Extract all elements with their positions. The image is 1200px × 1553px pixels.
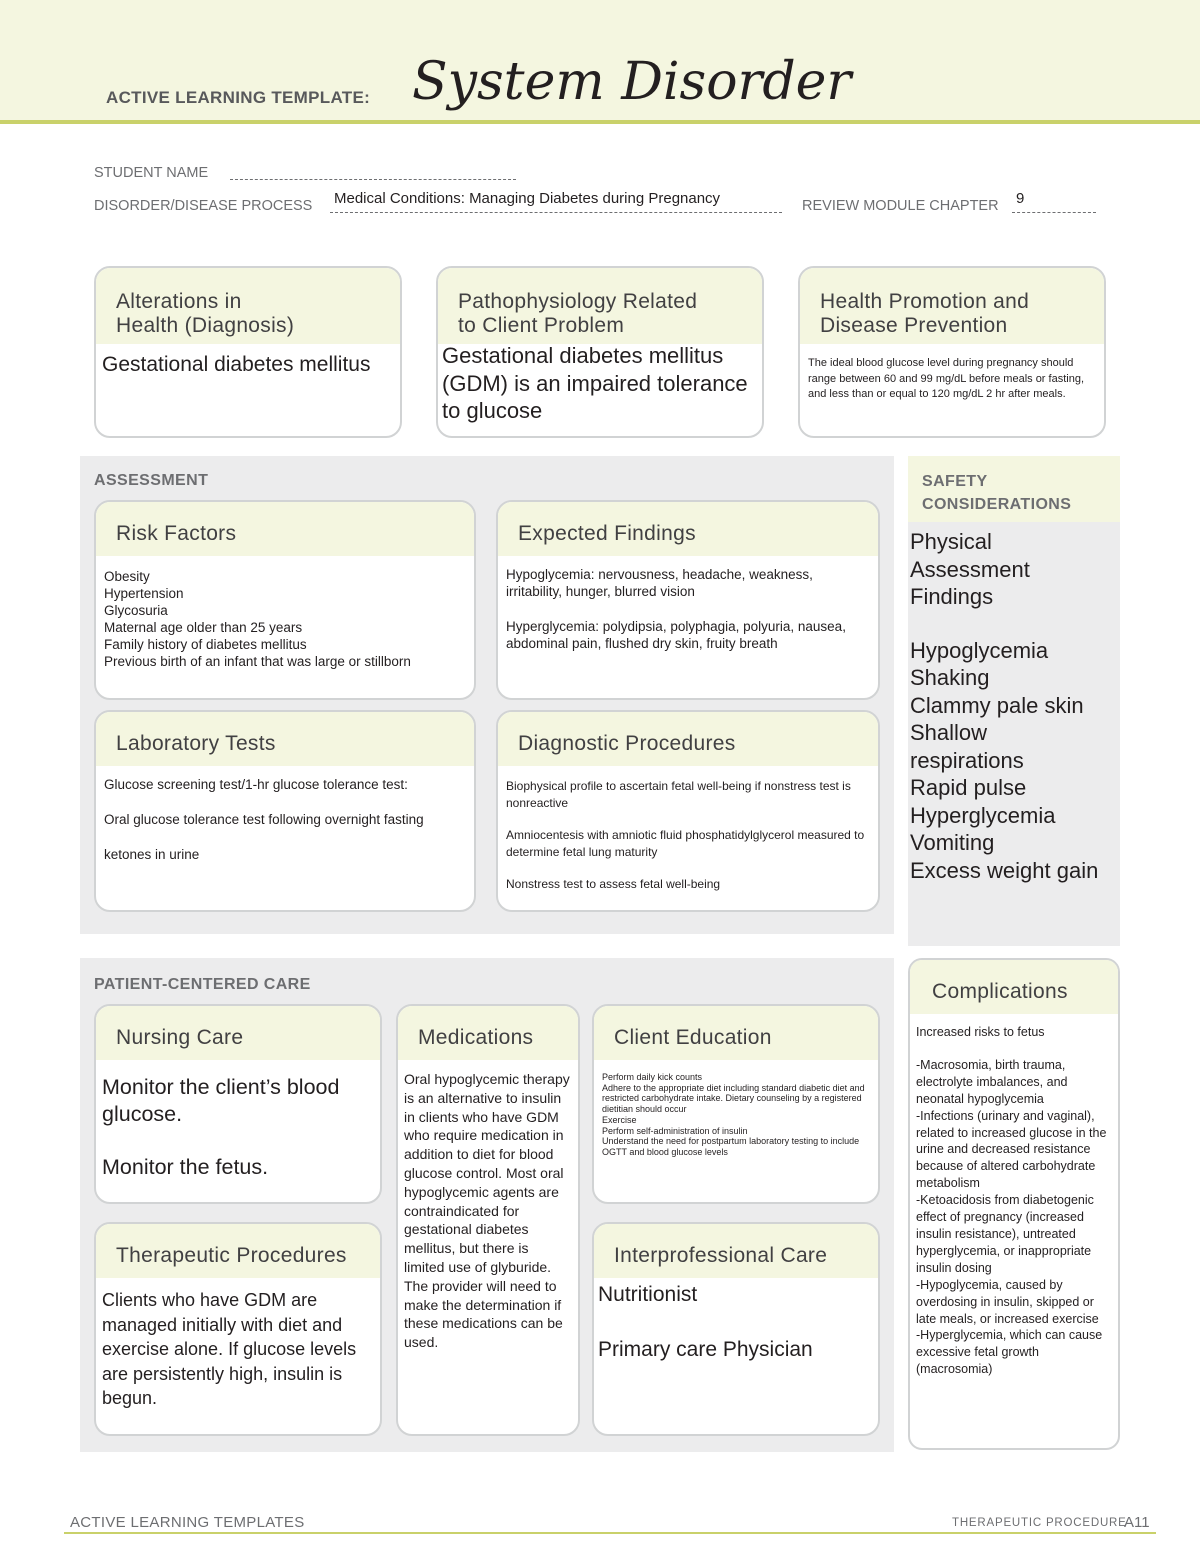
complications-title: Complications bbox=[910, 960, 1118, 1014]
chapter-field[interactable] bbox=[1012, 212, 1096, 213]
page-title: System Disorder bbox=[412, 52, 852, 112]
client-education-text: Perform daily kick counts Adhere to the appropriate diet including standard diabetic diet and restricted carbohydrate intake. Dietary counseling by a registered dietitian should occur Exercise Perform self-administration of insulin Understand the need for postpartum laboratory testing to include OGTT and blood glucose levels bbox=[602, 1072, 865, 1157]
interprofessional-care-title: Interprofessional Care bbox=[594, 1224, 878, 1278]
chapter-value: 9 bbox=[1016, 190, 1025, 207]
interprofessional-care-text: Nutritionist Primary care Physician bbox=[598, 1283, 813, 1361]
safety-title: SAFETY CONSIDERATIONS bbox=[908, 456, 1120, 522]
interprofessional-care-card bbox=[592, 1222, 880, 1436]
footer-right-text: THERAPEUTIC PROCEDURE bbox=[952, 1517, 1127, 1529]
nursing-care-card bbox=[94, 1004, 382, 1204]
laboratory-tests-card bbox=[94, 710, 476, 912]
footer-left-text: ACTIVE LEARNING TEMPLATES bbox=[70, 1514, 305, 1531]
page-number: A11 bbox=[1124, 1514, 1150, 1531]
assessment-title: ASSESSMENT bbox=[94, 472, 209, 489]
diagnostic-procedures-title: Diagnostic Procedures bbox=[498, 712, 878, 766]
alterations-text: Gestational diabetes mellitus bbox=[102, 353, 371, 376]
complications-text: Increased risks to fetus -Macrosomia, birth trauma, electrolyte imbalances, and neonatal hypoglycemia -Infections (urinary and vaginal), related to increased glucose in the urine and decreased resistance because of altered carbohydrate metabolism -Ketoacidosis from diabetogenic effect of pregnancy (increased insulin resistance), untreated hyperglycemia, or inappropriate insulin dosing -Hypoglycemia, caused by overdosing in insulin, skipped or late meals, or increased exercise -Hyperglycemia, which can cause excessive fetal growth (macrosomia) bbox=[916, 1025, 1107, 1377]
nursing-care-text: Monitor the client’s blood glucose. Monitor the fetus. bbox=[102, 1075, 340, 1179]
medications-title: Medications bbox=[398, 1006, 578, 1060]
laboratory-tests-text: Glucose screening test/1-hr glucose tolerance test: Oral glucose tolerance test following overnight fasting ketones in urine bbox=[104, 777, 424, 862]
patient-care-title: PATIENT-CENTERED CARE bbox=[94, 976, 311, 993]
complications-card bbox=[908, 958, 1120, 1450]
therapeutic-procedures-text: Clients who have GDM are managed initially with diet and exercise alone. If glucose levels are persistently high, insulin is begun. bbox=[102, 1290, 357, 1408]
template-label: ACTIVE LEARNING TEMPLATE: bbox=[106, 88, 371, 107]
risk-factors-title: Risk Factors bbox=[96, 502, 474, 556]
expected-findings-title: Expected Findings bbox=[498, 502, 878, 556]
expected-findings-text: Hypoglycemia: nervousness, headache, weakness, irritability, hunger, blurred vision Hyperglycemia: polydipsia, polyphagia, polyuria, nausea, abdominal pain, flushed dry skin, fruity breath bbox=[506, 567, 846, 651]
footer-divider bbox=[64, 1532, 1156, 1534]
client-education-card bbox=[592, 1004, 880, 1204]
pathophysiology-text: Gestational diabetes mellitus (GDM) is an impaired tolerance to glucose bbox=[442, 343, 748, 424]
chapter-label: REVIEW MODULE CHAPTER bbox=[802, 198, 999, 214]
health-promotion-card bbox=[798, 266, 1106, 438]
alterations-header: Alterations in Health (Diagnosis) bbox=[96, 268, 400, 344]
client-education-title: Client Education bbox=[594, 1006, 878, 1060]
pathophysiology-card bbox=[436, 266, 764, 438]
student-name-field[interactable] bbox=[230, 179, 516, 180]
student-name-label: STUDENT NAME bbox=[94, 165, 209, 181]
diagnostic-procedures-text: Biophysical profile to ascertain fetal well-being if nonstress test is nonreactive Amniocentesis with amniotic fluid phosphatidylglycerol measured to determine fetal lung maturity Nonstress test to assess fetal well-being bbox=[506, 779, 865, 891]
medications-text: Oral hypoglycemic therapy is an alternative to insulin in clients who have GDM who require medication in addition to diet for blood glucose control. Most oral hypoglycemic agents are contraindicated for gestational diabetes mellitus, but there is limited use of glyburide. The provider will need to make the determination if these medications can be used. bbox=[404, 1071, 570, 1351]
health-promotion-text: The ideal blood glucose level during pregnancy should range between 60 and 99 mg/dL before meals or fasting, and less than or equal to 120 mg/dL 2 hr after meals. bbox=[808, 357, 1084, 400]
diagnostic-procedures-card bbox=[496, 710, 880, 912]
laboratory-tests-title: Laboratory Tests bbox=[96, 712, 474, 766]
header-band bbox=[0, 0, 1200, 124]
safety-text: Physical Assessment Findings Hypoglycemia Shaking Clammy pale skin Shallow respirations Rapid pulse Hyperglycemia Vomiting Excess weight gain bbox=[910, 529, 1099, 883]
disorder-field[interactable] bbox=[330, 212, 782, 213]
pathophysiology-header: Pathophysiology Related to Client Problem bbox=[438, 268, 762, 344]
safety-considerations-panel bbox=[908, 456, 1120, 946]
therapeutic-procedures-title: Therapeutic Procedures bbox=[96, 1224, 380, 1278]
disorder-value: Medical Conditions: Managing Diabetes during Pregnancy bbox=[334, 190, 721, 207]
medications-card bbox=[396, 1004, 580, 1436]
alterations-card bbox=[94, 266, 402, 438]
expected-findings-card bbox=[496, 500, 880, 700]
therapeutic-procedures-card bbox=[94, 1222, 382, 1436]
health-promotion-header: Health Promotion and Disease Prevention bbox=[800, 268, 1104, 344]
risk-factors-card bbox=[94, 500, 476, 700]
nursing-care-title: Nursing Care bbox=[96, 1006, 380, 1060]
disorder-label: DISORDER/DISEASE PROCESS bbox=[94, 198, 313, 214]
risk-factors-list: Obesity Hypertension Glycosuria Maternal age older than 25 years Family history of diabetes mellitus Previous birth of an infant that was large or stillborn bbox=[104, 569, 411, 669]
